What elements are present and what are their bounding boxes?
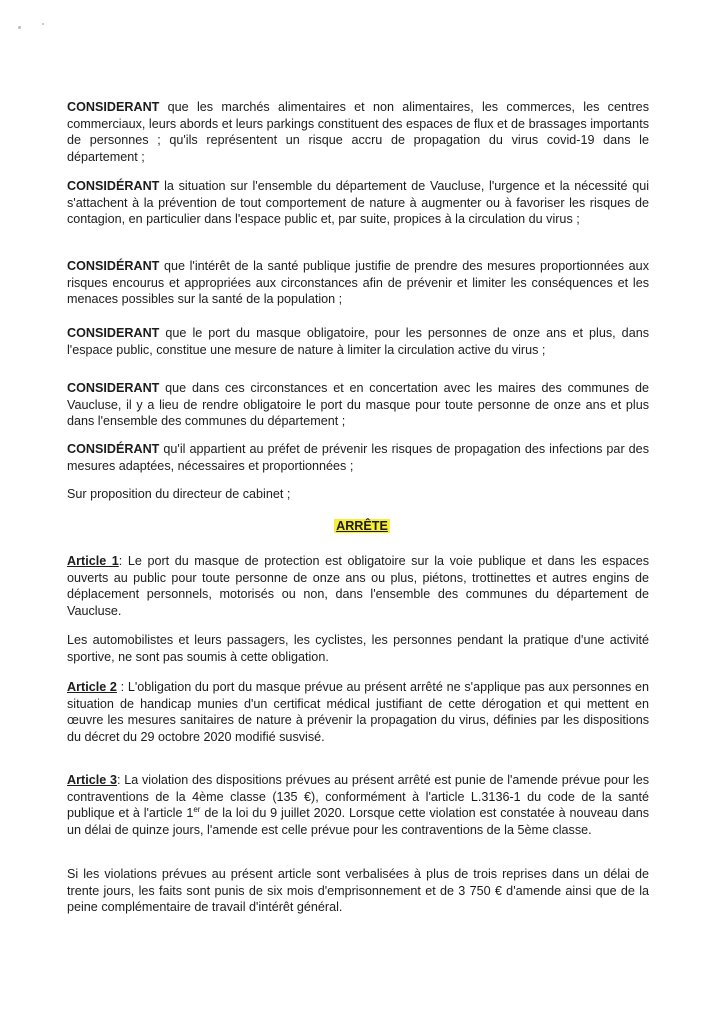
scan-speck — [42, 23, 44, 25]
considerant-2 — [67, 178, 649, 228]
article-1 — [67, 553, 649, 619]
considerant-6 — [67, 441, 649, 474]
article-3 — [67, 772, 649, 838]
article-1-followup: Les automobilistes et leurs passagers, les cyclistes, les personnes pendant la pratique d'une activité sportive, ne sont pas soumis à cette obligation. — [67, 633, 649, 664]
article-text: La violation des dispositions prévues au présent arrêté est punie de l'amende prévue pour les contraventions de la 4ème classe (135 €), conformément à l'article L.3136-1 du code de la santé publique et à l'article 1 — [67, 773, 650, 821]
article-text-continued: de la loi du 9 juillet 2020. Lorsque cette violation est constatée à nouveau dans un délai de quinze jours, l'amende est celle prévue pour les contraventions de la 5ème classe. — [67, 806, 649, 837]
considerant-keyword: CONSIDERANT — [67, 326, 160, 340]
article-text: L'obligation du port du masque prévue au présent arrêté ne s'applique pas aux personnes en situation de handicap munies d'un certificat médical justifiant de cette dérogation et qui mettent en œuvre les mesures sanitaires de nature à prévenir la propagation du virus, définies par les dispositions du décret du 29 octobre 2020 modifié susvisé. — [67, 680, 649, 744]
proposal-line: Sur proposition du directeur de cabinet ; — [67, 487, 291, 501]
considerant-keyword: CONSIDÉRANT — [67, 442, 160, 456]
decree-heading-label: ARRÊTE — [336, 519, 388, 533]
article-separator: : — [118, 554, 128, 568]
considerant-text: la situation sur l'ensemble du département de Vaucluse, l'urgence et la nécessité qui s'attachent à la prévention de tout comportement de nature à augmenter ou à favoriser les risques de contagion, en particulier dans l'espace public et, par suite, propices à la circulation du virus ; — [67, 179, 649, 227]
article-3-followup: Si les violations prévues au présent article sont verbalisées à plus de trois reprises dans un délai de trente jours, les faits sont punis de six mois d'emprisonnement et de 3 750 € d'amende ainsi que de la peine complémentaire de travail d'intérêt général. — [67, 867, 649, 915]
considerant-4 — [67, 325, 649, 358]
considerant-keyword: CONSIDÉRANT — [67, 179, 160, 193]
considerant-keyword: CONSIDÉRANT — [67, 259, 160, 273]
considerant-text: que dans ces circonstances et en concertation avec les maires des communes de Vaucluse, il y a lieu de rendre obligatoire le port du masque pour toute personne de onze ans et plus dans l'ensemble des communes du département ; — [67, 381, 649, 429]
considerant-1 — [67, 99, 649, 165]
decree-heading — [0, 518, 724, 534]
article-label: Article 1 — [67, 554, 119, 568]
article-label: Article 2 — [67, 680, 117, 694]
considerant-text: que les marchés alimentaires et non alimentaires, les commerces, les centres commerciaux, leurs abords et leurs parkings constituent des espaces de flux et de brassages importants de personnes ; qu'ils représentent un risque accru de propagation du virus covid-19 dans le département ; — [67, 100, 649, 164]
considerant-keyword: CONSIDERANT — [67, 381, 160, 395]
considerant-text: que l'intérêt de la santé publique justifie de prendre des mesures proportionnées aux risques encourus et appropriées aux circonstances afin de prévenir et limiter les conséquences et les menaces possibles sur la santé de la population ; — [67, 259, 649, 307]
considerant-3 — [67, 258, 649, 308]
superscript-er: er — [193, 805, 201, 814]
article-2 — [67, 679, 649, 745]
article-text: Le port du masque de protection est obligatoire sur la voie publique et dans les espaces ouverts au public pour toute personne de onze ans ou plus, piétons, trottinettes et autres engins de déplacement personnels, motorisés ou non, dans l'ensemble des communes du département de Vaucluse. — [67, 554, 650, 618]
article-separator: : — [116, 773, 125, 787]
considerant-text: qu'il appartient au préfet de prévenir les risques de propagation des infections par des mesures adaptées, nécessaires et proportionnées ; — [67, 442, 649, 473]
considerant-keyword: CONSIDERANT — [67, 100, 160, 114]
considerant-text: que le port du masque obligatoire, pour les personnes de onze ans et plus, dans l'espace public, constitue une mesure de nature à limiter la circulation active du virus ; — [67, 326, 649, 357]
considerant-5 — [67, 380, 649, 430]
article-label: Article 3 — [67, 773, 117, 787]
article-separator: : — [116, 680, 128, 694]
scan-speck — [18, 26, 21, 29]
